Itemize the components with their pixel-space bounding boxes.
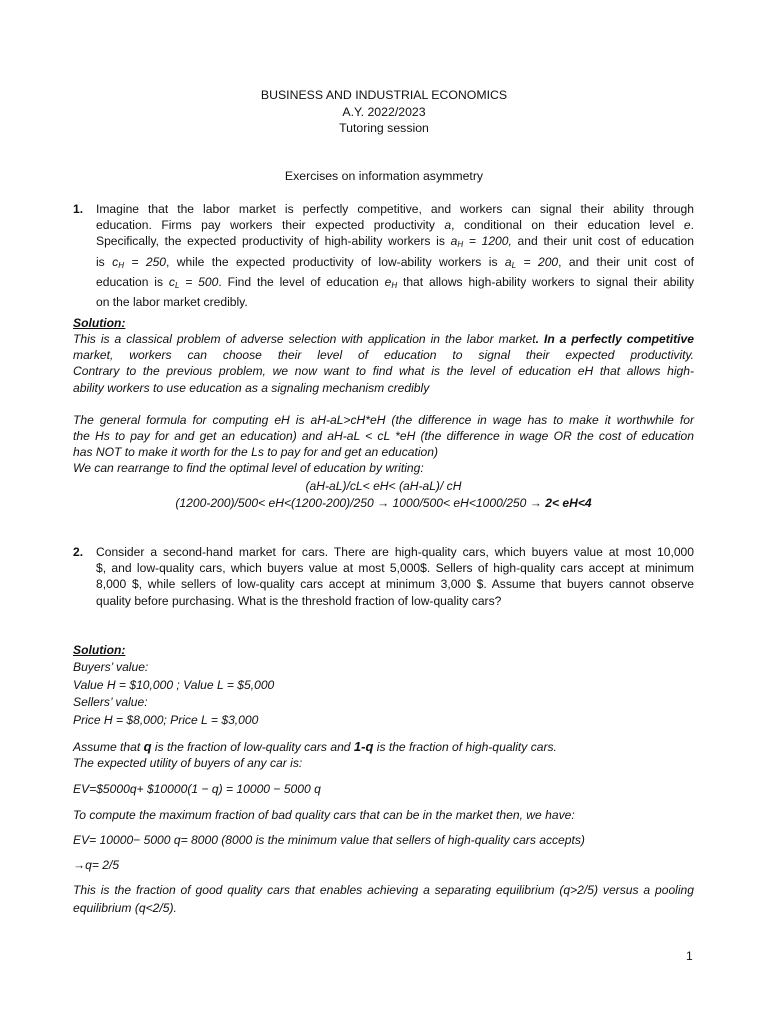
ex1-line: Specifically, the expected productivity of high-ability workers is $a_H = 1200$, and their unit cost of education xyxy=(96,234,694,250)
formula-1: (aH-aL)/cL< eH< (aH-aL)/ cH xyxy=(305,479,462,493)
sol1-line: the Hs to pay for and get an education) and aH-aL < cL *eH (the difference in wage OR the cost of education xyxy=(73,429,694,444)
conclusion-text xyxy=(73,881,694,917)
sol1-line: Contrary to the previous problem, we now want to find what is the level of education eH that allows high- xyxy=(73,364,694,379)
section-title: Exercises on information asymmetry xyxy=(284,169,484,183)
solution-1-heading: Solution: xyxy=(73,316,126,330)
ex2-line: 8,000 $, while sellers of low-quality cars accept at minimum 3,000 $. Assume that buyers cannot observe xyxy=(96,577,694,592)
ex1-line: education is $c_L = 500$. Find the level of education $e_H$ that allows high-ability workers to signal their ability xyxy=(96,274,694,290)
arrow-icon: → xyxy=(529,496,542,510)
sol2-line: equilibrium (q<2/5). xyxy=(73,901,177,915)
sol2-line: Assume that q is the fraction of low-quality cars and 1-q is the fraction of high-quality cars. xyxy=(73,739,557,754)
arrow-icon: → xyxy=(377,496,390,510)
solution-1-text xyxy=(73,331,694,477)
result-line: →q= 2/5 xyxy=(73,858,120,872)
exercise-2-text xyxy=(96,544,694,609)
sol1-line: We can rearrange to find the optimal level of education by writing: xyxy=(73,461,424,476)
ex1-line: Imagine that the labor market is perfectly competitive, and workers can signal their ability through xyxy=(96,202,694,216)
ex2-line: Consider a second-hand market for cars. There are high-quality cars, which buyers value at most 10,000 xyxy=(96,545,694,559)
academic-year: A.Y. 2022/2023 xyxy=(342,105,426,119)
ex2-line: quality before purchasing. What is the threshold fraction of low-quality cars? xyxy=(96,593,502,608)
sol1-line: has NOT to make it worth for the Ls to pay for and get an education) xyxy=(73,445,439,460)
sol2-line: Buyers’ value: xyxy=(73,660,149,674)
exercise-1-number: 1. xyxy=(73,202,84,216)
formula-2: (1200-200)/500< eH<(1200-200)/250 → 1000/500< eH<1000/250 → 2< eH<4 xyxy=(175,496,592,510)
sol2-line: Value H = $10,000 ; Value L = $5,000 xyxy=(73,677,275,692)
sol1-line: The general formula for computing eH is aH-aL>cH*eH (the difference in wage has to make it worthwhile for xyxy=(73,412,694,427)
sol2-line: This is the fraction of good quality cars that enables achieving a separating equilibrium (q>2/5) versus a pooling xyxy=(73,883,694,897)
session-title: Tutoring session xyxy=(339,121,429,135)
page-number: 1 xyxy=(686,949,693,963)
equation-line: EV= 10000− 5000 q= 8000 (8000 is the minimum value that sellers of high-quality cars accepts) xyxy=(73,833,585,847)
expected-value-formula: EV=$5000q+ $10000(1 − q) = 10000 − 5000 q xyxy=(73,782,321,796)
ex1-line: on the labor market credibly. xyxy=(96,295,248,310)
solution-2-heading: Solution: xyxy=(73,643,126,657)
exercise-1-text xyxy=(96,201,694,310)
sol2-line: To compute the maximum fraction of bad quality cars that can be in the market then, we have: xyxy=(73,808,575,822)
sol1-line: This is a classical problem of adverse selection with application in the labor market. In a perfectly competitive xyxy=(73,332,694,346)
solution-2-assumption xyxy=(73,739,694,771)
sol1-line: ability workers to use education as a signaling mechanism credibly xyxy=(73,380,430,395)
ex2-line: $, and low-quality cars, which buyers value at most 5,000$. Sellers of high-quality cars accept at minimum xyxy=(96,561,694,576)
sol2-line: Sellers’ value: xyxy=(73,695,148,710)
solution-2-values xyxy=(73,659,694,729)
sol1-line: market, workers can choose their level of education to signal their expected productivity. xyxy=(73,348,694,363)
sol2-line: The expected utility of buyers of any car is: xyxy=(73,756,303,771)
ex1-line: is $c_H = 250$, while the expected productivity of low-ability workers is $a_L = 200$, and their unit cost of xyxy=(96,254,695,270)
sol2-line: Price H = $8,000; Price L = $3,000 xyxy=(73,712,259,727)
ex1-line: education. Firms pay workers their expected productivity a, conditional on their education level e. xyxy=(96,218,694,233)
exercise-2-number: 2. xyxy=(73,545,84,559)
arrow-icon: → xyxy=(73,858,86,872)
course-title: BUSINESS AND INDUSTRIAL ECONOMICS xyxy=(260,88,508,102)
